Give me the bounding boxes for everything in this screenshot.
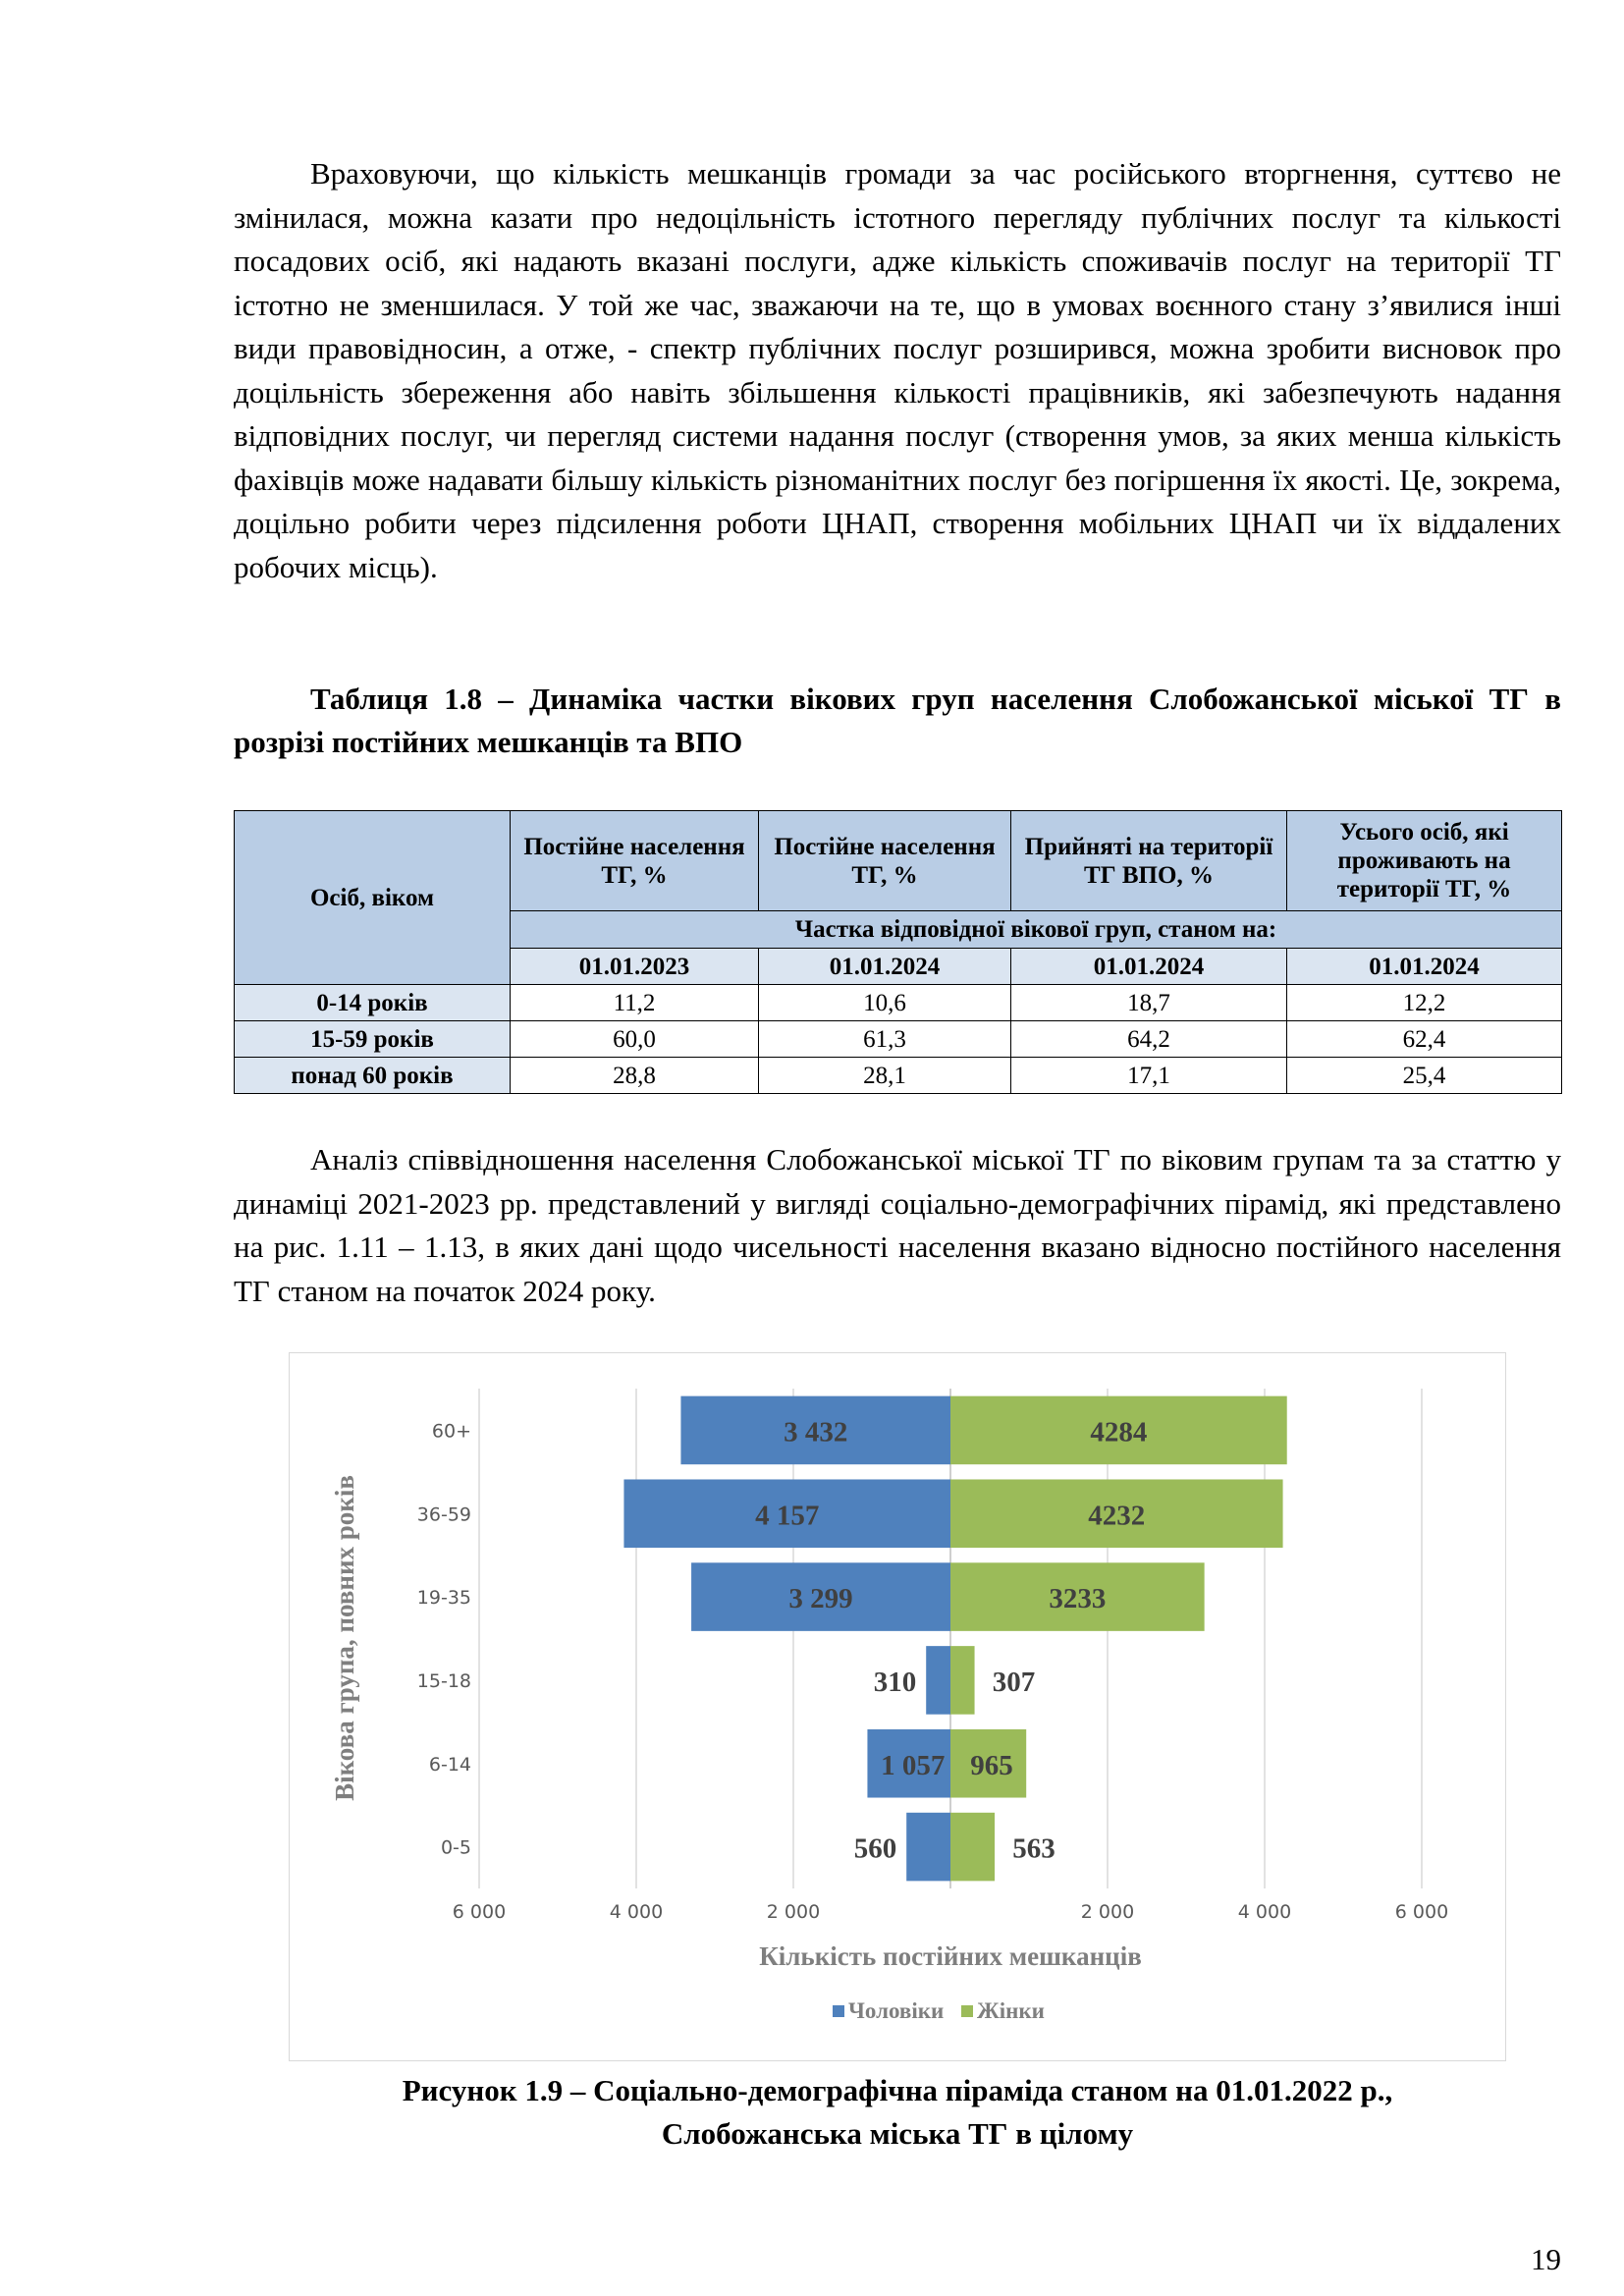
y-tick-label: 0-5 [440,1836,471,1859]
table-cell: 12,2 [1287,985,1562,1021]
x-tick-label: 4 000 [609,1901,664,1923]
y-tick-label: 36-59 [416,1503,471,1526]
x-tick-label: 2 000 [1080,1901,1135,1923]
data-label: 563 [1012,1832,1056,1865]
data-label: 310 [873,1666,917,1698]
legend-swatch [961,2005,973,2017]
page-number: 19 [1531,2242,1561,2276]
table-corner-header: Осіб, віком [235,811,511,985]
figure-caption-line-1: Рисунок 1.9 – Соціально-демографічна піраміда станом на 01.01.2022 р., [402,2073,1393,2107]
table-header: Постійне населення ТГ, % [511,811,759,911]
data-label: 3 299 [788,1583,853,1615]
table-cell: 17,1 [1011,1058,1287,1094]
y-tick-label: 6-14 [428,1753,471,1776]
table-header: Усього осіб, які проживають на території ТГ, % [1287,811,1562,911]
data-label: 560 [853,1832,897,1865]
age-groups-table [234,810,1562,1094]
table-cell: 25,4 [1287,1058,1562,1094]
table-header: Прийняті на території ТГ ВПО, % [1011,811,1287,911]
data-label: 3 432 [784,1416,848,1449]
table-cell: 11,2 [511,985,759,1021]
table-cell: 62,4 [1287,1021,1562,1058]
table-caption: Таблиця 1.8 – Динаміка частки вікових груп населення Слобожанської міської ТГ в розрізі постійних мешканців та ВПО [234,682,1561,759]
table-cell: 28,8 [511,1058,759,1094]
y-axis-title: Вікова група, повних років [330,1475,359,1801]
legend-item: Чоловіки [848,1998,945,2023]
legend-item: Жінки [977,1998,1045,2023]
legend-swatch [833,2005,844,2017]
table-row [235,985,1562,1021]
population-pyramid-chart [289,1352,1506,2061]
table-subheader: Частка відповідної вікової груп, станом на: [511,911,1562,949]
data-label: 3233 [1049,1583,1107,1615]
table-date: 01.01.2024 [1011,949,1287,985]
data-label: 4284 [1090,1416,1148,1449]
y-tick-label: 15-18 [416,1669,471,1692]
body-paragraph-2: Аналіз співвідношення населення Слобожанської міської ТГ по віковим групам та за статтю у динаміці 2021-2023 рр. представлений у вигляді соціально-демографічних пірамід, які представлено на рис. 1.11 – 1.13, в яких дані щодо чисельності населення вказано відносно постійного населення ТГ станом на початок 2024 року. [234,1142,1561,1308]
y-tick-label: 19-35 [416,1587,471,1610]
bar-female [950,1646,975,1715]
row-label: 0-14 років [235,985,511,1021]
bar-female [950,1813,995,1882]
data-label: 1 057 [881,1749,946,1781]
x-tick-label: 6 000 [452,1901,507,1923]
figure-caption-line-2: Слобожанська міська ТГ в цілому [661,2116,1134,2151]
data-label: 965 [970,1749,1013,1781]
table-date: 01.01.2023 [511,949,759,985]
table-cell: 18,7 [1011,985,1287,1021]
x-tick-label: 2 000 [766,1901,821,1923]
table-row [235,1021,1562,1058]
row-label: понад 60 років [235,1058,511,1094]
row-label: 15-59 років [235,1021,511,1058]
body-paragraph-1: Враховуючи, що кількість мешканців громади за час російського вторгнення, суттєво не змінилася, можна казати про недоцільність істотного перегляду публічних послуг та кількості посадових осіб, які надають вказані послуги, адже кількість споживачів послуг на території ТГ істотно не зменшилася. У той же час, зважаючи на те, що в умовах воєнного стану з’явилися інші види правовідносин, а отже, - спектр публічних послуг розширився, можна зробити висновок про доцільність збереження або навіть збільшення кількості працівників, які забезпечують надання відповідних послуг, чи перегляд системи надання послуг (створення умов, за яких менша кількість фахівців може надавати більшу кількість різноманітних послуг без погіршення їх якості. Це, зокрема, доцільно робити через підсилення роботи ЦНАП, створення мобільних ЦНАП чи їх віддалених робочих місць). [234,156,1561,584]
table-row [235,1058,1562,1094]
table-cell: 61,3 [759,1021,1011,1058]
bar-male [906,1813,950,1882]
table-date: 01.01.2024 [1287,949,1562,985]
table-cell: 28,1 [759,1058,1011,1094]
table-header: Постійне населення ТГ, % [759,811,1011,911]
table-cell: 60,0 [511,1021,759,1058]
data-label: 4 157 [755,1500,820,1532]
x-tick-label: 6 000 [1394,1901,1449,1923]
data-label: 307 [992,1666,1036,1698]
table-date: 01.01.2024 [759,949,1011,985]
bar-male [926,1646,950,1715]
table-cell: 10,6 [759,985,1011,1021]
y-tick-label: 60+ [431,1420,471,1443]
data-label: 4232 [1088,1500,1146,1532]
x-axis-title: Кількість постійних мешканців [759,1941,1142,1971]
figure-caption [234,2069,1561,2156]
x-tick-label: 4 000 [1237,1901,1292,1923]
table-cell: 64,2 [1011,1021,1287,1058]
